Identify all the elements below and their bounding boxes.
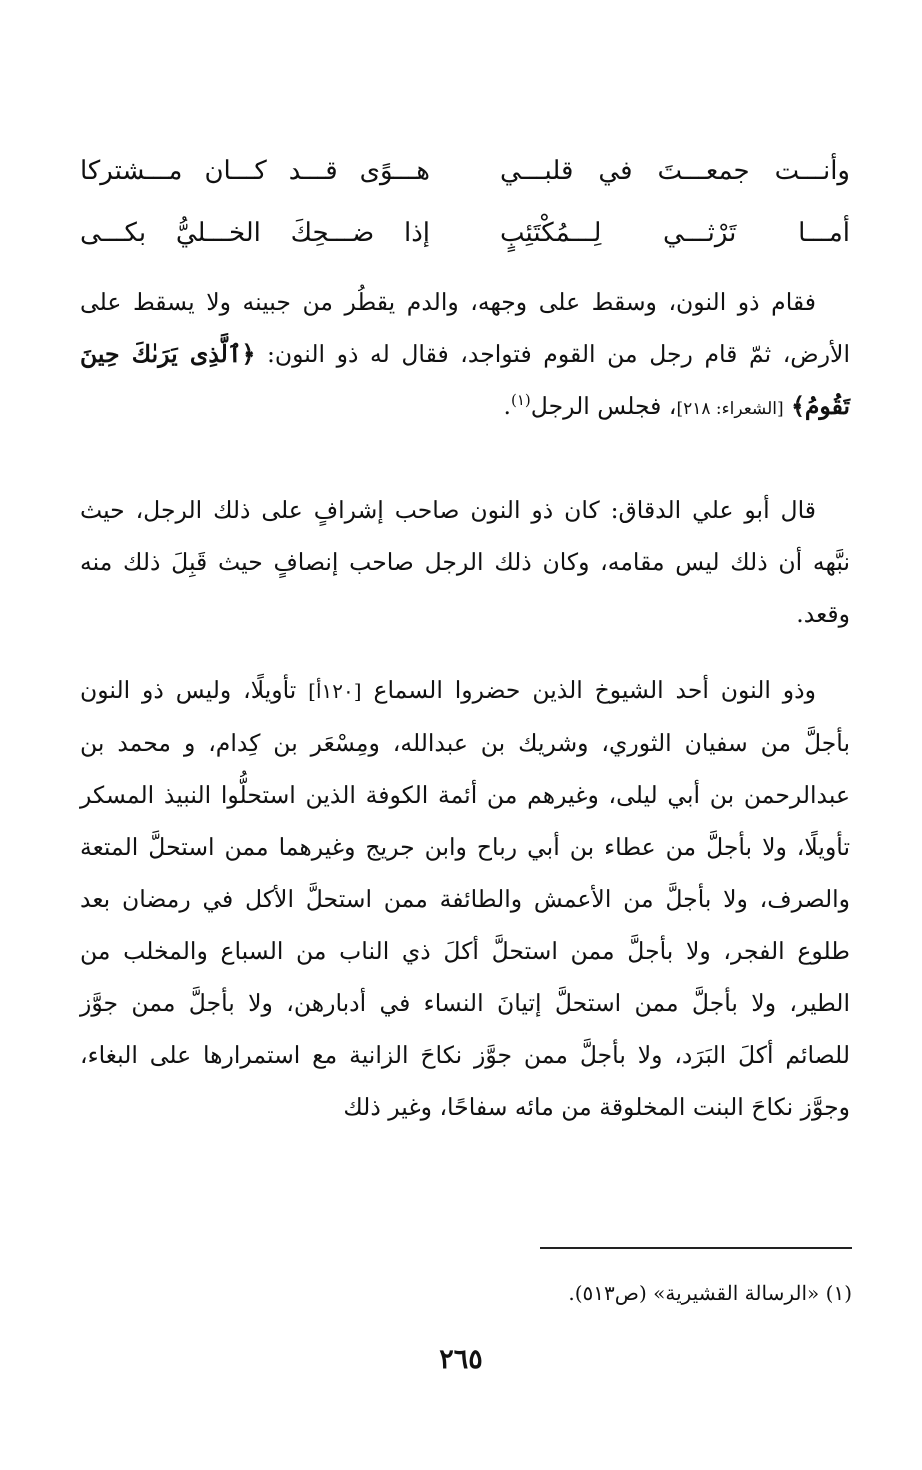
paragraph-scholars-list: [80, 664, 850, 1133]
verse-line-1: [80, 140, 850, 202]
paragraph-3-after-folio: تأويلًا، وليس ذو النون بأجلَّ من سفيان الثوري، وشريك بن عبدالله، ومِسْعَر بن كِدام، و محمد بن عبدالرحمن بن أبي ليلى، وغيرهم من أئمة الكوفة الذين استحلُّوا النبيذ المسكر تأويلًا، ولا بأجلَّ من عطاء بن أبي رباح وابن جريج وغيرهما ممن استحلَّ المتعة والصرف، ولا بأجلَّ من الأعمش والطائفة ممن استحلَّ الأكل في رمضان بعد طلوع الفجر، ولا بأجلَّ ممن استحلَّ أكلَ ذي الناب من السباع والمخلب من الطير، ولا بأجلَّ ممن استحلَّ إتيانَ النساء في أدبارهن، ولا بأجلَّ ممن جوَّز للصائم أكلَ البَرَد، ولا بأجلَّ ممن جوَّز نكاحَ الزانية مع استمرارها على البغاء، وجوَّز نكاحَ البنت المخلوقة من مائه سفاحًا، وغير ذلك: [80, 676, 850, 1121]
verse-1-second-hemistich: هـــوًى قـــد كـــان مـــشتركا: [80, 156, 430, 186]
page-number: ٢٦٥: [439, 1344, 483, 1375]
quran-citation: [الشعراء: ٢١٨]: [676, 399, 784, 419]
paragraph-2-text: قال أبو علي الدقاق: كان ذو النون صاحب إشرافٍ على ذلك الرجل، حيث نبَّهه أن ذلك ليس مقامه، وكان ذلك الرجل صاحب إنصافٍ حيث قَبِلَ ذلك منه وقعد.: [80, 496, 850, 628]
verse-line-2: [80, 202, 850, 264]
folio-reference: [١٢٠أ]: [308, 679, 362, 703]
verse-1-first-hemistich: وأنـــت جمعـــتَ في قلبـــي: [500, 156, 850, 186]
paragraph-1-end: .: [503, 392, 511, 420]
paragraph-dhun-nun-story: [80, 276, 850, 435]
footnote-number: (١): [825, 1281, 852, 1305]
footnote-text: «الرسالة القشيرية» (ص٥١٣).: [568, 1281, 820, 1305]
footnote-separator: [540, 1247, 852, 1249]
paragraph-daqqaq-comment: [80, 484, 850, 640]
paragraph-1-text: فقام ذو النون، وسقط على وجهه، والدم يقطُر من جبينه ولا يسقط على الأرض، ثمّ قام رجل من القوم فتواجد، فقال له ذو النون:: [80, 288, 850, 368]
paragraph-1-tail: ، فجلس الرجل: [530, 392, 677, 420]
poem-verses: [80, 140, 850, 264]
verse-2-first-hemistich: أمـــا تَرْثـــي لِـــمُكْتَئِبٍ: [500, 218, 850, 248]
footnote: [80, 1278, 852, 1308]
paragraph-3-before-folio: وذو النون أحد الشيوخ الذين حضروا السماع: [373, 676, 816, 704]
verse-2-second-hemistich: إذا ضـــحِكَ الخـــليُّ بكـــى: [80, 218, 430, 248]
footnote-marker: (١): [511, 391, 531, 410]
quran-verse: ﴿ٱلَّذِى يَرَىٰكَ حِينَ تَقُومُ﴾: [80, 340, 850, 420]
